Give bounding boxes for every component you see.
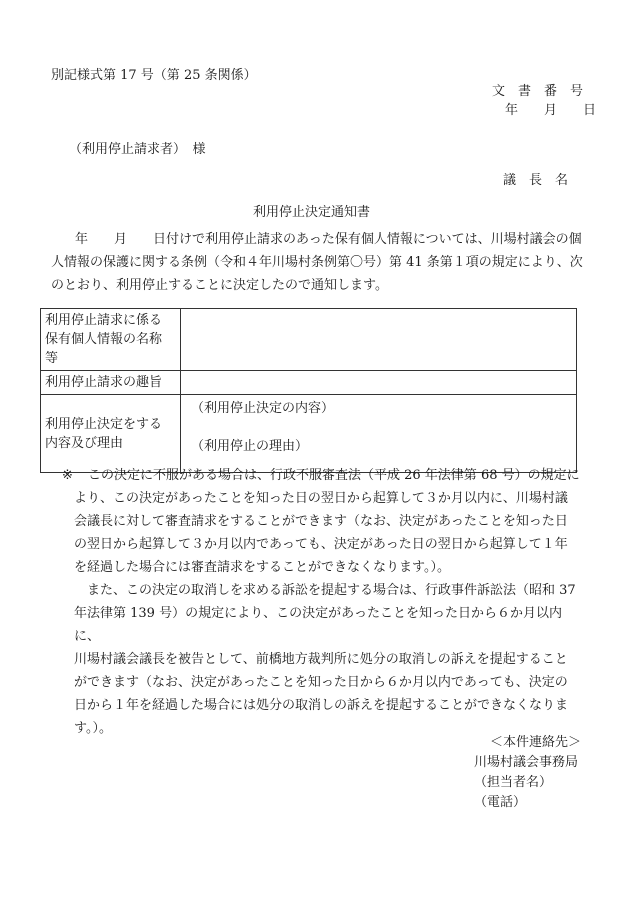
table-row bbox=[41, 395, 577, 473]
contact-block bbox=[474, 733, 581, 813]
document-number: 文 書 番 号 bbox=[492, 84, 584, 99]
table-value bbox=[181, 309, 577, 371]
note-body: この決定に不服がある場合は、行政不服審査法（平成 26 年法律第 68 号）の規定に より、この決定があったことを知った日の翌日から起算して３か月以内に、川場村議 会議長に対して審査請求をすることができます（なお、決定があったことを知った日 の翌日から起算して３か月以内であっても、決定があった日の翌日から起算して１年 を経過した場合には審査請求をすることができなくなります。）。 また、この決定の取消しを求める訴訟を提起する場合は、行政事件訴訟法（昭和 37 年法律第 139 号）の規定により、この決定があったことを知った日から６か月以内に、 川場村議会議長を被告として、前橋地方裁判所に処分の取消しの訴えを提起すること ができます（なお、決定があったことを知った日から６か月以内であっても、決定の 日から１年を経過した場合には処分の取消しの訴えを提起することができなくなりま す。）。 bbox=[74, 468, 580, 736]
contact-heading: ＜本件連絡先＞ bbox=[490, 735, 582, 750]
table-row bbox=[41, 371, 577, 395]
table-label: 利用停止請求に係る 保有個人情報の名称 等 bbox=[41, 309, 181, 371]
sender-name: 議 長 名 bbox=[503, 173, 569, 188]
note-mark: ※ bbox=[62, 468, 73, 483]
contact-phone: （電話） bbox=[474, 795, 527, 810]
document-date: 年 月 日 bbox=[505, 103, 597, 118]
document-title: 利用停止決定通知書 bbox=[253, 205, 371, 220]
intro-line: 年 月 日付けで利用停止請求のあった保有個人情報については、川場村議会の個 bbox=[75, 232, 582, 247]
intro-line: 人情報の保護に関する条例（令和４年川場村条例第〇号）第 41 条第１項の規定により、次 bbox=[51, 255, 583, 270]
appeal-notice bbox=[62, 464, 584, 740]
form-number: 別記様式第 17 号（第 25 条関係） bbox=[51, 68, 257, 83]
table-label: 利用停止決定をする 内容及び理由 bbox=[41, 395, 181, 473]
contact-office: 川場村議会事務局 bbox=[474, 755, 579, 770]
intro-paragraph bbox=[51, 228, 584, 297]
table-value bbox=[181, 371, 577, 395]
addressee: （利用停止請求者） 様 bbox=[69, 142, 206, 157]
contact-person: （担当者名） bbox=[474, 775, 553, 790]
decision-table bbox=[40, 308, 577, 473]
table-value: （利用停止決定の内容） （利用停止の理由） bbox=[181, 395, 577, 473]
table-label: 利用停止請求の趣旨 bbox=[41, 371, 181, 395]
table-row bbox=[41, 309, 577, 371]
intro-line: のとおり、利用停止することに決定したので通知します。 bbox=[51, 278, 388, 293]
